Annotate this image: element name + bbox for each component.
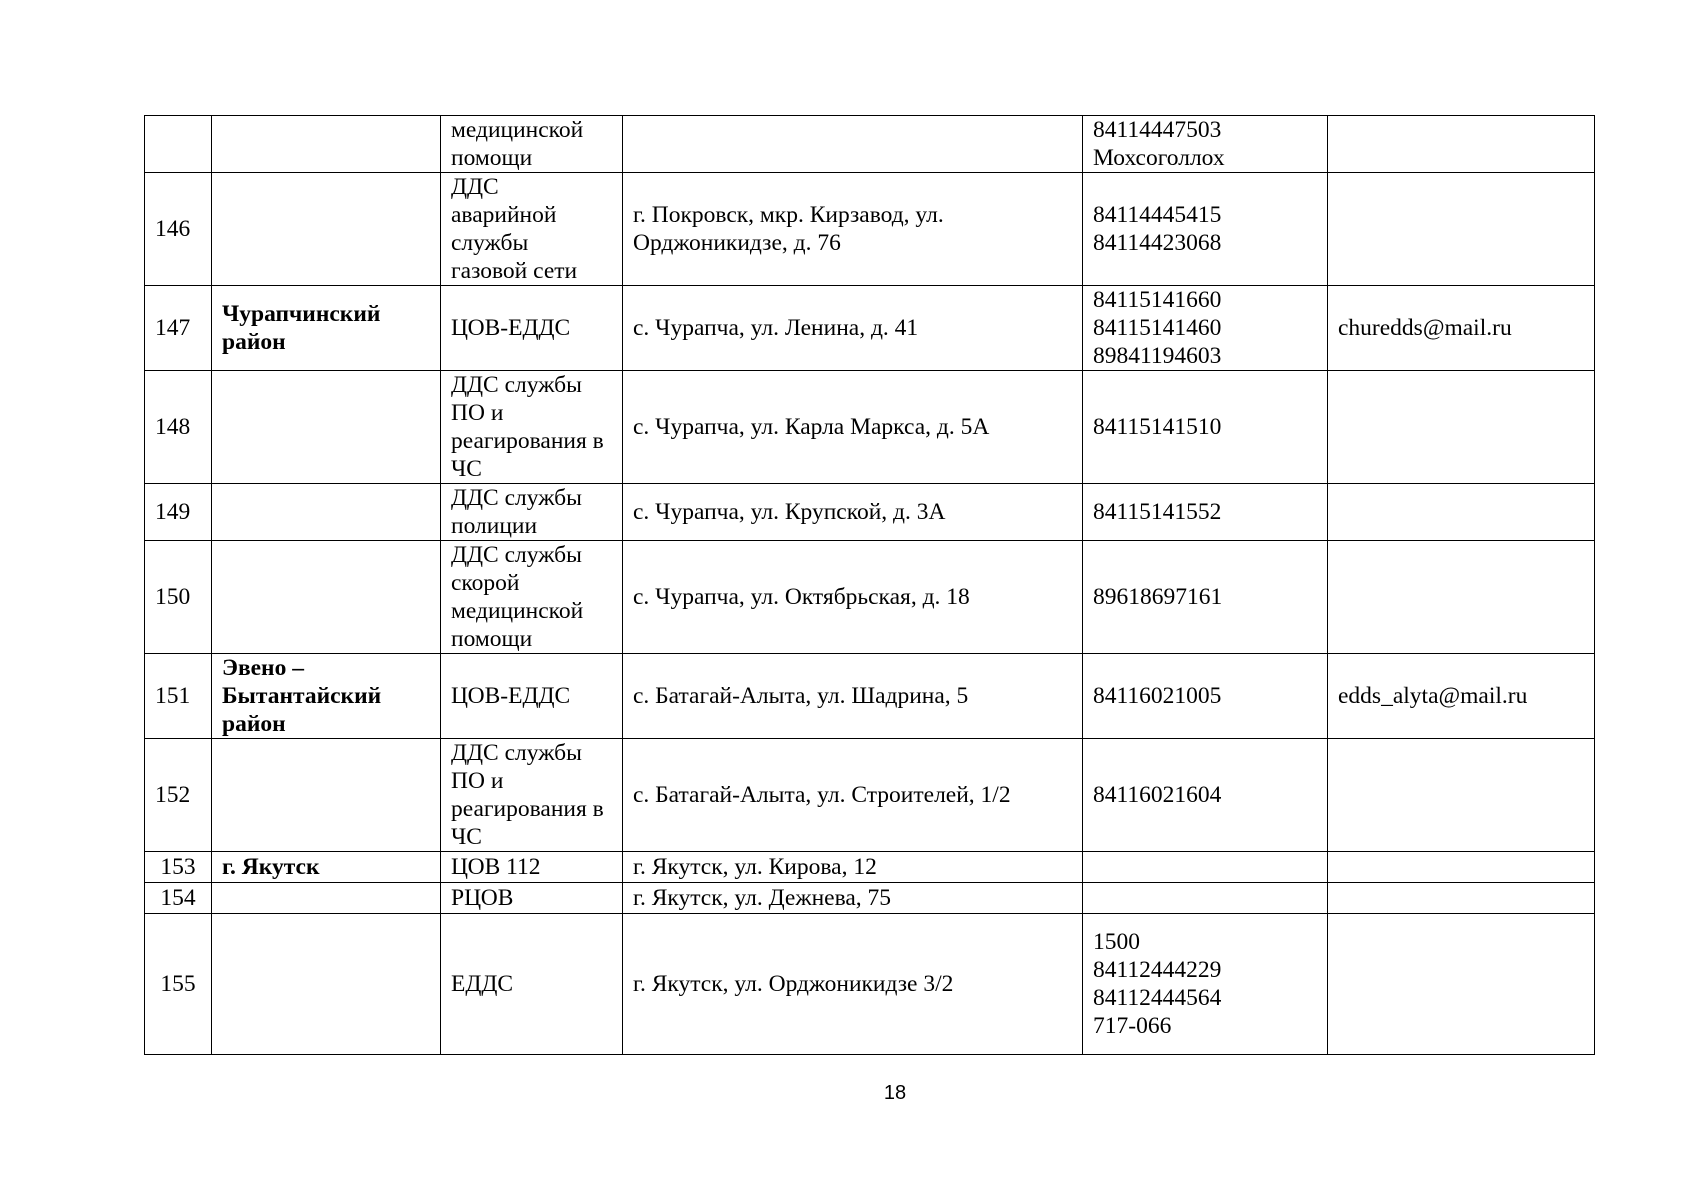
service-cell: медицинской помощи [441, 116, 623, 173]
phones-cell: 84115141660 84115141460 89841194603 [1083, 286, 1328, 371]
table-row [145, 852, 1595, 883]
email-cell [1328, 852, 1595, 883]
service-cell: ЦОВ-ЕДДС [441, 286, 623, 371]
service-cell: ЕДДС [441, 914, 623, 1055]
district-cell: Эвено – Бытантайский район [212, 654, 441, 739]
phones-cell: 84115141552 [1083, 484, 1328, 541]
address-cell [623, 116, 1083, 173]
row-number-cell: 151 [145, 654, 212, 739]
address-cell: с. Чурапча, ул. Октябрьская, д. 18 [623, 541, 1083, 654]
service-cell: ДДС службы полиции [441, 484, 623, 541]
table-row [145, 484, 1595, 541]
address-cell: г. Якутск, ул. Кирова, 12 [623, 852, 1083, 883]
phones-cell: 84116021005 [1083, 654, 1328, 739]
row-number-cell: 146 [145, 173, 212, 286]
address-cell: г. Якутск, ул. Орджоникидзе 3/2 [623, 914, 1083, 1055]
table-row [145, 883, 1595, 914]
row-number-cell: 155 [145, 914, 212, 1055]
table-row [145, 286, 1595, 371]
table-row [145, 654, 1595, 739]
district-cell: г. Якутск [212, 852, 441, 883]
address-cell: с. Чурапча, ул. Крупской, д. 3А [623, 484, 1083, 541]
row-number-cell: 153 [145, 852, 212, 883]
email-cell [1328, 883, 1595, 914]
row-number-cell: 147 [145, 286, 212, 371]
table-row [145, 173, 1595, 286]
phones-cell: 84115141510 [1083, 371, 1328, 484]
service-cell: ДДС аварийной службы газовой сети [441, 173, 623, 286]
table-row [145, 541, 1595, 654]
dispatch-services-table [144, 115, 1595, 1055]
address-cell: с. Чурапча, ул. Карла Маркса, д. 5А [623, 371, 1083, 484]
email-cell [1328, 541, 1595, 654]
phones-cell [1083, 883, 1328, 914]
phones-cell: 84114445415 84114423068 [1083, 173, 1328, 286]
district-cell [212, 883, 441, 914]
district-cell [212, 484, 441, 541]
district-cell [212, 914, 441, 1055]
district-cell [212, 116, 441, 173]
phones-cell: 1500 84112444229 84112444564 717-066 [1083, 914, 1328, 1055]
phones-cell [1083, 852, 1328, 883]
district-cell [212, 541, 441, 654]
email-cell [1328, 914, 1595, 1055]
service-cell: ДДС службы скорой медицинской помощи [441, 541, 623, 654]
address-cell: с. Батагай-Алыта, ул. Шадрина, 5 [623, 654, 1083, 739]
service-cell: РЦОВ [441, 883, 623, 914]
row-number-cell: 149 [145, 484, 212, 541]
address-cell: с. Чурапча, ул. Ленина, д. 41 [623, 286, 1083, 371]
district-cell [212, 371, 441, 484]
email-cell [1328, 739, 1595, 852]
table-row [145, 116, 1595, 173]
district-cell [212, 739, 441, 852]
email-cell [1328, 484, 1595, 541]
table-row [145, 739, 1595, 852]
row-number-cell: 150 [145, 541, 212, 654]
service-cell: ЦОВ-ЕДДС [441, 654, 623, 739]
row-number-cell: 148 [145, 371, 212, 484]
email-cell: churedds@mail.ru [1328, 286, 1595, 371]
phones-cell: 89618697161 [1083, 541, 1328, 654]
address-cell: г. Якутск, ул. Дежнева, 75 [623, 883, 1083, 914]
district-cell [212, 173, 441, 286]
email-cell: edds_alyta@mail.ru [1328, 654, 1595, 739]
phones-cell: 84116021604 [1083, 739, 1328, 852]
email-cell [1328, 173, 1595, 286]
page-number: 18 [883, 1082, 907, 1104]
service-cell: ЦОВ 112 [441, 852, 623, 883]
address-cell: с. Батагай-Алыта, ул. Строителей, 1/2 [623, 739, 1083, 852]
phones-cell: 84114447503 Мохсоголлох [1083, 116, 1328, 173]
row-number-cell [145, 116, 212, 173]
service-cell: ДДС службы ПО и реагирования в ЧС [441, 739, 623, 852]
address-cell: г. Покровск, мкр. Кирзавод, ул. Орджоникидзе, д. 76 [623, 173, 1083, 286]
table-row [145, 914, 1595, 1055]
district-cell: Чурапчинский район [212, 286, 441, 371]
row-number-cell: 152 [145, 739, 212, 852]
table-row [145, 371, 1595, 484]
email-cell [1328, 116, 1595, 173]
email-cell [1328, 371, 1595, 484]
row-number-cell: 154 [145, 883, 212, 914]
service-cell: ДДС службы ПО и реагирования в ЧС [441, 371, 623, 484]
